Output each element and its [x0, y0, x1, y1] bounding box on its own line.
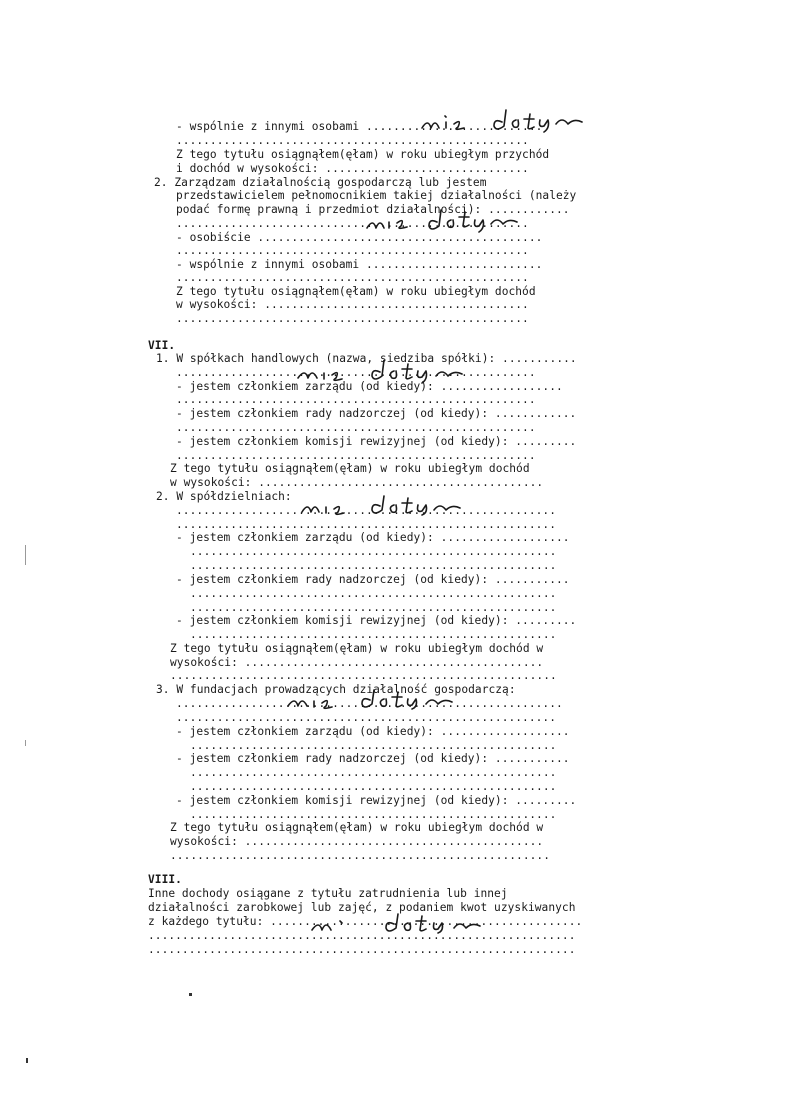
dotted-line: ....................................................: [176, 217, 529, 230]
dotted-line: ....................................................: [176, 134, 529, 147]
section-heading: VII.: [148, 339, 176, 352]
text-line: i dochód w wysokości: ..............................: [176, 162, 529, 175]
text-line: - jestem członkiem rady nadzorczej (od kiedy): ...........: [176, 752, 570, 765]
text-line: - osobiście ..........................................: [176, 231, 543, 244]
dotted-line: ........................................................: [176, 504, 556, 517]
text-line: - jestem członkiem komisji rewizyjnej (od kiedy): .........: [176, 794, 577, 807]
text-line: wysokości: ............................................: [170, 835, 544, 848]
text-line: Z tego tytułu osiągnąłem(ęłam) w roku ubiegłym dochód w: [170, 821, 544, 834]
text-line: z każdego tytułu: ..............................................: [148, 915, 583, 928]
handwritten-signature: [300, 494, 470, 520]
section-item: 2. W spółdzielniach:: [156, 490, 292, 503]
handwritten-signature: [310, 912, 500, 938]
text-line: - wspólnie z innymi osobami ..........................: [176, 120, 543, 133]
text-line: - jestem członkiem zarządu (od kiedy): ...................: [176, 725, 570, 738]
text-line: - jestem członkiem komisji rewizyjnej (od kiedy): .........: [176, 435, 577, 448]
dotted-line: .........................................................: [170, 669, 557, 682]
handwritten-signature: [286, 688, 466, 714]
dotted-line: .....................................................: [176, 393, 536, 406]
dotted-line: ........................................................: [176, 518, 556, 531]
dotted-line: ....................................................: [176, 271, 529, 284]
dotted-line: ....................................................: [176, 312, 529, 325]
dotted-line: ......................................................: [190, 559, 557, 572]
text-line: przedstawicielem pełnomocnikiem takiej działalności (należy: [176, 189, 577, 202]
dotted-line: .........................................................: [176, 697, 563, 710]
dotted-line: ......................................................: [190, 587, 557, 600]
section-item: 3. W fundacjach prowadzących działalność gospodarczą:: [156, 683, 516, 696]
text-line: - jestem członkiem komisji rewizyjnej (od kiedy): .........: [176, 614, 577, 627]
text-line: Z tego tytułu osiągnąłem(ęłam) w roku ubiegłym dochód: [176, 285, 536, 298]
dotted-line: .....................................................: [176, 421, 536, 434]
scan-speck: [26, 1058, 28, 1063]
text-line: w wysokości: ..........................................: [170, 476, 544, 489]
text-line: Z tego tytułu osiągnąłem(ęłam) w roku ubiegłym dochód: [170, 462, 530, 475]
dotted-line: ......................................................: [190, 601, 557, 614]
text-line: - wspólnie z innymi osobami ..........................: [176, 258, 543, 271]
dotted-line: ........................................................: [176, 711, 556, 724]
text-line: - jestem członkiem rady nadzorczej (od kiedy): ...........: [176, 573, 570, 586]
text-line: podać formę prawną i przedmiot działalności): ............: [176, 203, 570, 216]
dotted-line: .....................................................: [176, 449, 536, 462]
text-line: Inne dochody osiągane z tytułu zatrudnienia lub innej: [148, 887, 508, 900]
section-item: 2. Zarządzam działalnością gospodarczą lub jestem: [154, 176, 487, 189]
text-line: działalności zarobkowej lub zajęć, z podaniem kwot uzyskiwanych: [148, 901, 576, 914]
dotted-line: ...............................................................: [148, 929, 576, 942]
text-line: - jestem członkiem zarządu (od kiedy): ..................: [176, 380, 563, 393]
dotted-line: ......................................................: [190, 545, 557, 558]
handwritten-signature: [365, 206, 525, 234]
text-line: Z tego tytułu osiągnąłem(ęłam) w roku ubiegłym przychód: [176, 148, 550, 161]
text-line: wysokości: ............................................: [170, 656, 544, 669]
dotted-line: ........................................................: [170, 849, 550, 862]
dotted-line: ......................................................: [190, 739, 557, 752]
handwritten-signature: [296, 360, 476, 388]
dotted-line: .....................................................: [176, 366, 536, 379]
text-line: w wysokości: .......................................: [176, 298, 529, 311]
dotted-line: ......................................................: [190, 766, 557, 779]
handwritten-signature: [420, 108, 590, 136]
dotted-line: ......................................................: [190, 628, 557, 641]
scan-speck: [25, 545, 26, 565]
dotted-line: ...............................................................: [148, 943, 576, 956]
section-item: 1. W spółkach handlowych (nazwa, siedziba spółki): ...........: [156, 352, 577, 365]
text-line: Z tego tytułu osiągnąłem(ęłam) w roku ubiegłym dochód w: [170, 642, 544, 655]
text-line: - jestem członkiem zarządu (od kiedy): ...................: [176, 531, 570, 544]
scan-speck: [25, 740, 26, 746]
text-line: - jestem członkiem rady nadzorczej (od kiedy): ............: [176, 407, 577, 420]
dotted-line: ......................................................: [190, 808, 557, 821]
dotted-line: ....................................................: [176, 244, 529, 257]
section-heading: VIII.: [148, 873, 182, 886]
scan-speck: [189, 993, 192, 996]
dotted-line: ......................................................: [190, 780, 557, 793]
